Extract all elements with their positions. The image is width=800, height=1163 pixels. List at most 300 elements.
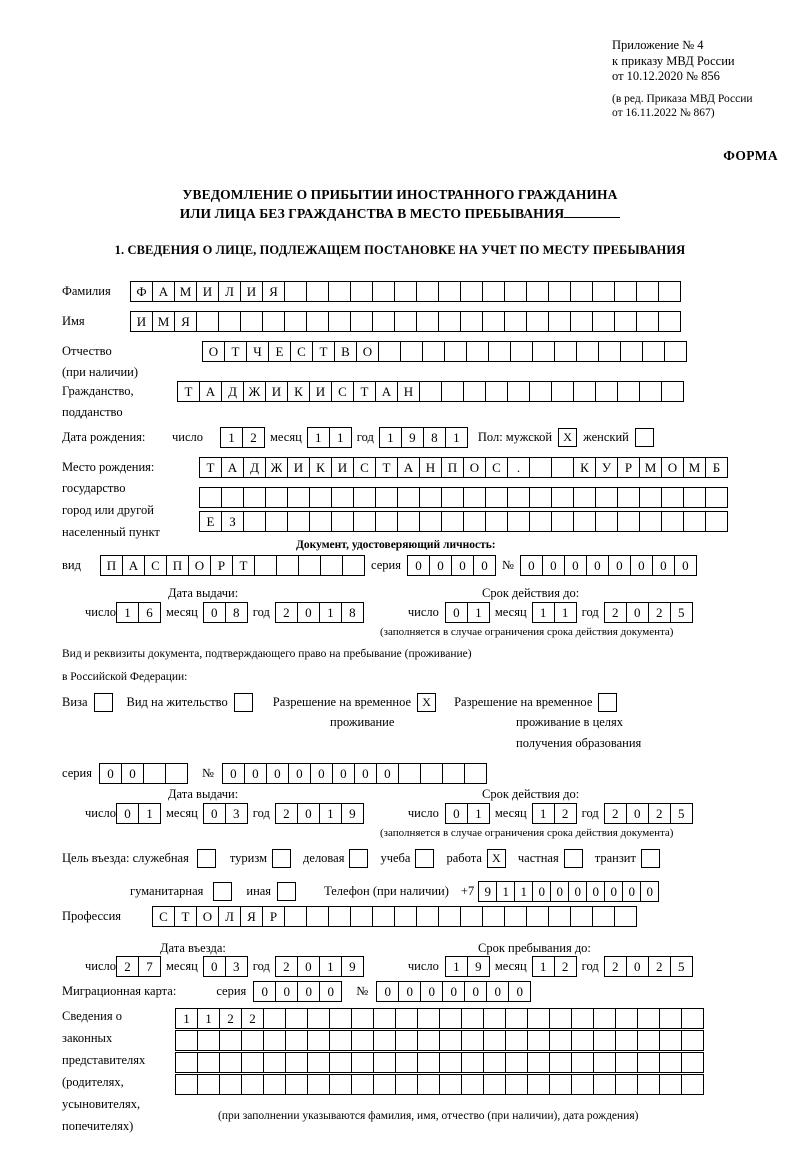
form-cell[interactable]: 0 (354, 763, 377, 784)
form-cell[interactable] (219, 1074, 242, 1095)
form-cell[interactable] (548, 311, 571, 332)
form-cell[interactable]: И (331, 457, 354, 478)
form-cell[interactable] (526, 906, 549, 927)
form-cell[interactable]: Б (705, 457, 728, 478)
form-cell[interactable] (221, 487, 244, 508)
birth-day-input[interactable] (220, 427, 265, 448)
form-cell[interactable]: С (353, 457, 376, 478)
form-cell[interactable] (331, 487, 354, 508)
form-cell[interactable]: 0 (297, 803, 320, 824)
form-cell[interactable]: М (174, 281, 197, 302)
form-cell[interactable]: 1 (379, 427, 402, 448)
form-cell[interactable] (307, 1030, 330, 1051)
form-cell[interactable] (661, 381, 684, 402)
form-cell[interactable] (593, 1030, 616, 1051)
purpose-transit-checkbox[interactable] (641, 849, 660, 868)
form-cell[interactable]: 0 (652, 555, 675, 576)
form-cell[interactable] (375, 511, 398, 532)
doc-series-input[interactable] (407, 555, 496, 576)
form-cell[interactable]: 2 (604, 602, 627, 623)
form-cell[interactable] (551, 511, 574, 532)
education-residence-checkbox[interactable] (598, 693, 617, 712)
form-cell[interactable]: Я (262, 281, 285, 302)
form-cell[interactable]: Е (199, 511, 222, 532)
form-cell[interactable]: Я (174, 311, 197, 332)
surname-input[interactable] (130, 281, 681, 302)
form-cell[interactable]: 0 (674, 555, 697, 576)
form-cell[interactable] (219, 1052, 242, 1073)
form-cell[interactable] (439, 1030, 462, 1051)
form-cell[interactable]: 6 (138, 602, 161, 623)
form-cell[interactable] (219, 1030, 242, 1051)
form-cell[interactable] (373, 1074, 396, 1095)
form-cell[interactable] (285, 1052, 308, 1073)
form-cell[interactable] (420, 763, 443, 784)
form-cell[interactable] (276, 555, 299, 576)
form-cell[interactable]: 0 (99, 763, 122, 784)
form-cell[interactable]: О (463, 457, 486, 478)
form-cell[interactable] (375, 487, 398, 508)
form-cell[interactable] (243, 487, 266, 508)
form-cell[interactable] (573, 487, 596, 508)
form-cell[interactable]: 2 (275, 803, 298, 824)
form-cell[interactable]: И (196, 281, 219, 302)
form-cell[interactable] (681, 1052, 704, 1073)
form-cell[interactable]: Т (232, 555, 255, 576)
purpose-service-checkbox[interactable] (197, 849, 216, 868)
form-cell[interactable] (417, 1052, 440, 1073)
form-cell[interactable] (441, 381, 464, 402)
form-cell[interactable]: О (202, 341, 225, 362)
form-cell[interactable]: И (240, 281, 263, 302)
form-cell[interactable]: 1 (175, 1008, 198, 1029)
form-cell[interactable]: И (309, 381, 332, 402)
form-cell[interactable] (442, 763, 465, 784)
form-cell[interactable] (394, 281, 417, 302)
form-cell[interactable] (395, 1052, 418, 1073)
form-cell[interactable]: И (287, 457, 310, 478)
form-cell[interactable] (617, 487, 640, 508)
form-cell[interactable]: 0 (445, 602, 468, 623)
form-cell[interactable]: Т (353, 381, 376, 402)
form-cell[interactable]: 0 (310, 763, 333, 784)
form-cell[interactable] (554, 341, 577, 362)
doc-issue-year-input[interactable] (275, 602, 364, 623)
form-cell[interactable]: 0 (319, 981, 342, 1002)
form-cell[interactable]: 0 (121, 763, 144, 784)
form-cell[interactable] (241, 1074, 264, 1095)
form-cell[interactable] (373, 1030, 396, 1051)
form-cell[interactable] (395, 1008, 418, 1029)
form-cell[interactable] (705, 487, 728, 508)
form-cell[interactable]: 2 (604, 803, 627, 824)
form-cell[interactable] (197, 1074, 220, 1095)
form-cell[interactable] (527, 1008, 550, 1029)
form-cell[interactable]: 2 (219, 1008, 242, 1029)
form-cell[interactable]: Ж (265, 457, 288, 478)
form-cell[interactable]: Д (221, 381, 244, 402)
form-cell[interactable]: 2 (648, 956, 671, 977)
form-cell[interactable] (681, 1008, 704, 1029)
form-cell[interactable] (614, 281, 637, 302)
form-cell[interactable] (353, 511, 376, 532)
form-cell[interactable] (351, 1030, 374, 1051)
form-cell[interactable] (416, 906, 439, 927)
legal-rep-input-line3[interactable] (175, 1052, 704, 1073)
form-cell[interactable] (529, 487, 552, 508)
form-cell[interactable] (419, 511, 442, 532)
legal-rep-input-line4[interactable] (175, 1074, 704, 1095)
stay-valid-month-input[interactable] (532, 803, 577, 824)
form-cell[interactable]: 0 (640, 881, 659, 902)
form-cell[interactable]: 2 (554, 956, 577, 977)
form-cell[interactable] (394, 311, 417, 332)
form-cell[interactable]: 5 (670, 803, 693, 824)
form-cell[interactable]: А (375, 381, 398, 402)
form-cell[interactable] (659, 1008, 682, 1029)
form-cell[interactable] (306, 906, 329, 927)
form-cell[interactable]: 1 (116, 602, 139, 623)
form-cell[interactable]: . (507, 457, 530, 478)
form-cell[interactable] (658, 281, 681, 302)
form-cell[interactable] (417, 1074, 440, 1095)
form-cell[interactable] (576, 341, 599, 362)
form-cell[interactable] (439, 1008, 462, 1029)
form-cell[interactable] (350, 281, 373, 302)
form-cell[interactable] (309, 487, 332, 508)
form-cell[interactable] (199, 487, 222, 508)
form-cell[interactable]: 2 (554, 803, 577, 824)
form-cell[interactable] (329, 1030, 352, 1051)
doc-valid-day-input[interactable] (445, 602, 490, 623)
stay-number-input[interactable] (222, 763, 487, 784)
form-cell[interactable] (527, 1074, 550, 1095)
form-cell[interactable] (482, 281, 505, 302)
form-cell[interactable] (617, 381, 640, 402)
form-cell[interactable]: 2 (241, 1008, 264, 1029)
form-cell[interactable]: Е (268, 341, 291, 362)
citizenship-input[interactable] (177, 381, 684, 402)
form-cell[interactable]: Н (419, 457, 442, 478)
form-cell[interactable] (351, 1074, 374, 1095)
form-cell[interactable]: 1 (319, 956, 342, 977)
form-cell[interactable] (549, 1008, 572, 1029)
form-cell[interactable] (529, 511, 552, 532)
form-cell[interactable] (263, 1008, 286, 1029)
form-cell[interactable] (329, 1008, 352, 1029)
form-cell[interactable]: 0 (604, 881, 623, 902)
migration-series-input[interactable] (253, 981, 342, 1002)
form-cell[interactable] (307, 1052, 330, 1073)
form-cell[interactable] (681, 1074, 704, 1095)
stay-series-input[interactable] (99, 763, 188, 784)
form-cell[interactable]: 0 (116, 803, 139, 824)
phone-input[interactable] (478, 881, 659, 902)
form-cell[interactable]: 8 (423, 427, 446, 448)
form-cell[interactable] (373, 1008, 396, 1029)
form-cell[interactable]: 1 (467, 803, 490, 824)
form-cell[interactable]: М (683, 457, 706, 478)
form-cell[interactable] (571, 1052, 594, 1073)
form-cell[interactable]: Н (397, 381, 420, 402)
form-cell[interactable]: И (265, 381, 288, 402)
form-cell[interactable] (329, 1052, 352, 1073)
form-cell[interactable] (320, 555, 343, 576)
form-cell[interactable]: К (309, 457, 332, 478)
form-cell[interactable]: Т (177, 381, 200, 402)
form-cell[interactable] (351, 1008, 374, 1029)
form-cell[interactable] (461, 1030, 484, 1051)
form-cell[interactable] (617, 511, 640, 532)
form-cell[interactable]: П (100, 555, 123, 576)
form-cell[interactable] (197, 1030, 220, 1051)
purpose-work-checkbox[interactable]: X (487, 849, 506, 868)
form-cell[interactable]: С (485, 457, 508, 478)
form-cell[interactable] (240, 311, 263, 332)
form-cell[interactable] (309, 511, 332, 532)
form-cell[interactable]: 8 (341, 602, 364, 623)
form-cell[interactable]: 2 (242, 427, 265, 448)
form-cell[interactable]: Ж (243, 381, 266, 402)
form-cell[interactable] (416, 311, 439, 332)
form-cell[interactable] (372, 281, 395, 302)
form-cell[interactable]: П (441, 457, 464, 478)
form-cell[interactable]: О (196, 906, 219, 927)
sex-male-checkbox[interactable]: X (558, 428, 577, 447)
form-cell[interactable] (595, 511, 618, 532)
form-cell[interactable]: 0 (203, 803, 226, 824)
form-cell[interactable]: Д (243, 457, 266, 478)
form-cell[interactable]: 1 (445, 956, 468, 977)
form-cell[interactable] (593, 1074, 616, 1095)
form-cell[interactable] (620, 341, 643, 362)
form-cell[interactable]: 0 (203, 602, 226, 623)
form-cell[interactable]: 0 (520, 555, 543, 576)
form-cell[interactable] (683, 487, 706, 508)
form-cell[interactable] (143, 763, 166, 784)
form-cell[interactable] (593, 1008, 616, 1029)
form-cell[interactable] (615, 1074, 638, 1095)
form-cell[interactable] (285, 1030, 308, 1051)
form-cell[interactable] (592, 906, 615, 927)
doc-valid-month-input[interactable] (532, 602, 577, 623)
doc-valid-year-input[interactable] (604, 602, 693, 623)
form-cell[interactable]: 1 (319, 803, 342, 824)
entry-day-input[interactable] (116, 956, 161, 977)
form-cell[interactable] (614, 906, 637, 927)
form-cell[interactable] (438, 906, 461, 927)
form-cell[interactable] (482, 906, 505, 927)
form-cell[interactable]: 0 (608, 555, 631, 576)
form-cell[interactable]: З (221, 511, 244, 532)
form-cell[interactable] (342, 555, 365, 576)
form-cell[interactable] (417, 1030, 440, 1051)
form-cell[interactable] (592, 281, 615, 302)
migration-number-input[interactable] (376, 981, 531, 1002)
form-cell[interactable]: 0 (473, 555, 496, 576)
form-cell[interactable] (659, 1074, 682, 1095)
form-cell[interactable] (175, 1052, 198, 1073)
form-cell[interactable]: 0 (253, 981, 276, 1002)
form-cell[interactable] (419, 381, 442, 402)
entry-month-input[interactable] (203, 956, 248, 977)
form-cell[interactable]: 1 (220, 427, 243, 448)
form-cell[interactable]: 1 (445, 427, 468, 448)
form-cell[interactable] (483, 1008, 506, 1029)
form-cell[interactable] (639, 381, 662, 402)
residence-permit-checkbox[interactable] (234, 693, 253, 712)
form-cell[interactable] (705, 511, 728, 532)
form-cell[interactable] (683, 511, 706, 532)
form-cell[interactable] (350, 906, 373, 927)
form-cell[interactable]: У (595, 457, 618, 478)
form-cell[interactable] (263, 1030, 286, 1051)
form-cell[interactable]: Т (224, 341, 247, 362)
form-cell[interactable] (615, 1052, 638, 1073)
form-cell[interactable] (397, 487, 420, 508)
form-cell[interactable] (460, 281, 483, 302)
form-cell[interactable] (570, 281, 593, 302)
form-cell[interactable]: 1 (514, 881, 533, 902)
patronymic-input[interactable] (202, 341, 687, 362)
purpose-business-checkbox[interactable] (349, 849, 368, 868)
stay-valid-day-input[interactable] (445, 803, 490, 824)
form-cell[interactable] (661, 511, 684, 532)
form-cell[interactable] (526, 281, 549, 302)
form-cell[interactable] (505, 1074, 528, 1095)
form-cell[interactable]: С (152, 906, 175, 927)
form-cell[interactable] (527, 1052, 550, 1073)
form-cell[interactable]: 0 (550, 881, 569, 902)
form-cell[interactable]: 0 (398, 981, 421, 1002)
form-cell[interactable]: 0 (376, 981, 399, 1002)
form-cell[interactable]: 3 (225, 803, 248, 824)
form-cell[interactable]: 0 (420, 981, 443, 1002)
form-cell[interactable] (262, 311, 285, 332)
purpose-other-checkbox[interactable] (277, 882, 296, 901)
doc-issue-day-input[interactable] (116, 602, 161, 623)
form-cell[interactable] (175, 1030, 198, 1051)
form-cell[interactable]: В (334, 341, 357, 362)
form-cell[interactable] (549, 1052, 572, 1073)
form-cell[interactable]: Л (218, 906, 241, 927)
form-cell[interactable]: 0 (297, 981, 320, 1002)
form-cell[interactable]: 9 (341, 803, 364, 824)
form-cell[interactable] (284, 311, 307, 332)
entry-year-input[interactable] (275, 956, 364, 977)
form-cell[interactable] (548, 281, 571, 302)
form-cell[interactable] (241, 1030, 264, 1051)
form-cell[interactable] (642, 341, 665, 362)
form-cell[interactable] (350, 311, 373, 332)
form-cell[interactable] (571, 1030, 594, 1051)
form-cell[interactable] (505, 1030, 528, 1051)
form-cell[interactable]: 8 (225, 602, 248, 623)
form-cell[interactable] (637, 1008, 660, 1029)
form-cell[interactable]: 0 (297, 602, 320, 623)
form-cell[interactable]: 5 (670, 956, 693, 977)
form-cell[interactable] (614, 311, 637, 332)
form-cell[interactable] (571, 1074, 594, 1095)
form-cell[interactable]: 0 (244, 763, 267, 784)
stayuntil-day-input[interactable] (445, 956, 490, 977)
form-cell[interactable] (485, 511, 508, 532)
purpose-study-checkbox[interactable] (415, 849, 434, 868)
form-cell[interactable] (551, 487, 574, 508)
form-cell[interactable] (659, 1030, 682, 1051)
form-cell[interactable] (397, 511, 420, 532)
form-cell[interactable] (416, 281, 439, 302)
form-cell[interactable]: 0 (464, 981, 487, 1002)
form-cell[interactable] (372, 311, 395, 332)
form-cell[interactable]: 0 (586, 881, 605, 902)
form-cell[interactable] (483, 1074, 506, 1095)
form-cell[interactable] (595, 487, 618, 508)
birth-month-input[interactable] (307, 427, 352, 448)
form-cell[interactable] (285, 1008, 308, 1029)
form-cell[interactable] (664, 341, 687, 362)
form-cell[interactable] (592, 311, 615, 332)
form-cell[interactable] (284, 281, 307, 302)
form-cell[interactable]: 1 (138, 803, 161, 824)
form-cell[interactable]: 2 (648, 602, 671, 623)
form-cell[interactable] (463, 487, 486, 508)
form-cell[interactable] (373, 1052, 396, 1073)
form-cell[interactable] (422, 341, 445, 362)
form-cell[interactable] (378, 341, 401, 362)
form-cell[interactable] (504, 281, 527, 302)
form-cell[interactable] (175, 1074, 198, 1095)
form-cell[interactable]: 9 (478, 881, 497, 902)
form-cell[interactable]: К (573, 457, 596, 478)
stayuntil-month-input[interactable] (532, 956, 577, 977)
form-cell[interactable] (659, 1052, 682, 1073)
form-cell[interactable]: 0 (626, 602, 649, 623)
form-cell[interactable] (298, 555, 321, 576)
form-cell[interactable]: 0 (275, 981, 298, 1002)
form-cell[interactable] (549, 1030, 572, 1051)
form-cell[interactable] (636, 281, 659, 302)
form-cell[interactable]: К (287, 381, 310, 402)
form-cell[interactable] (398, 763, 421, 784)
form-cell[interactable]: 0 (222, 763, 245, 784)
form-cell[interactable] (461, 1074, 484, 1095)
form-cell[interactable] (307, 1008, 330, 1029)
form-cell[interactable] (504, 311, 527, 332)
form-cell[interactable] (263, 1052, 286, 1073)
form-cell[interactable] (419, 487, 442, 508)
form-cell[interactable]: 0 (630, 555, 653, 576)
form-cell[interactable] (328, 906, 351, 927)
form-cell[interactable] (681, 1030, 704, 1051)
form-cell[interactable] (551, 381, 574, 402)
form-cell[interactable] (551, 457, 574, 478)
birth-year-input[interactable] (379, 427, 468, 448)
stay-issue-year-input[interactable] (275, 803, 364, 824)
form-cell[interactable]: 0 (429, 555, 452, 576)
form-cell[interactable]: 9 (467, 956, 490, 977)
form-cell[interactable] (504, 906, 527, 927)
form-cell[interactable]: 7 (138, 956, 161, 977)
form-cell[interactable]: М (152, 311, 175, 332)
form-cell[interactable]: 9 (401, 427, 424, 448)
form-cell[interactable]: 0 (297, 956, 320, 977)
form-cell[interactable] (571, 1008, 594, 1029)
form-cell[interactable] (331, 511, 354, 532)
form-cell[interactable] (661, 487, 684, 508)
form-cell[interactable]: 0 (622, 881, 641, 902)
form-cell[interactable]: С (290, 341, 313, 362)
